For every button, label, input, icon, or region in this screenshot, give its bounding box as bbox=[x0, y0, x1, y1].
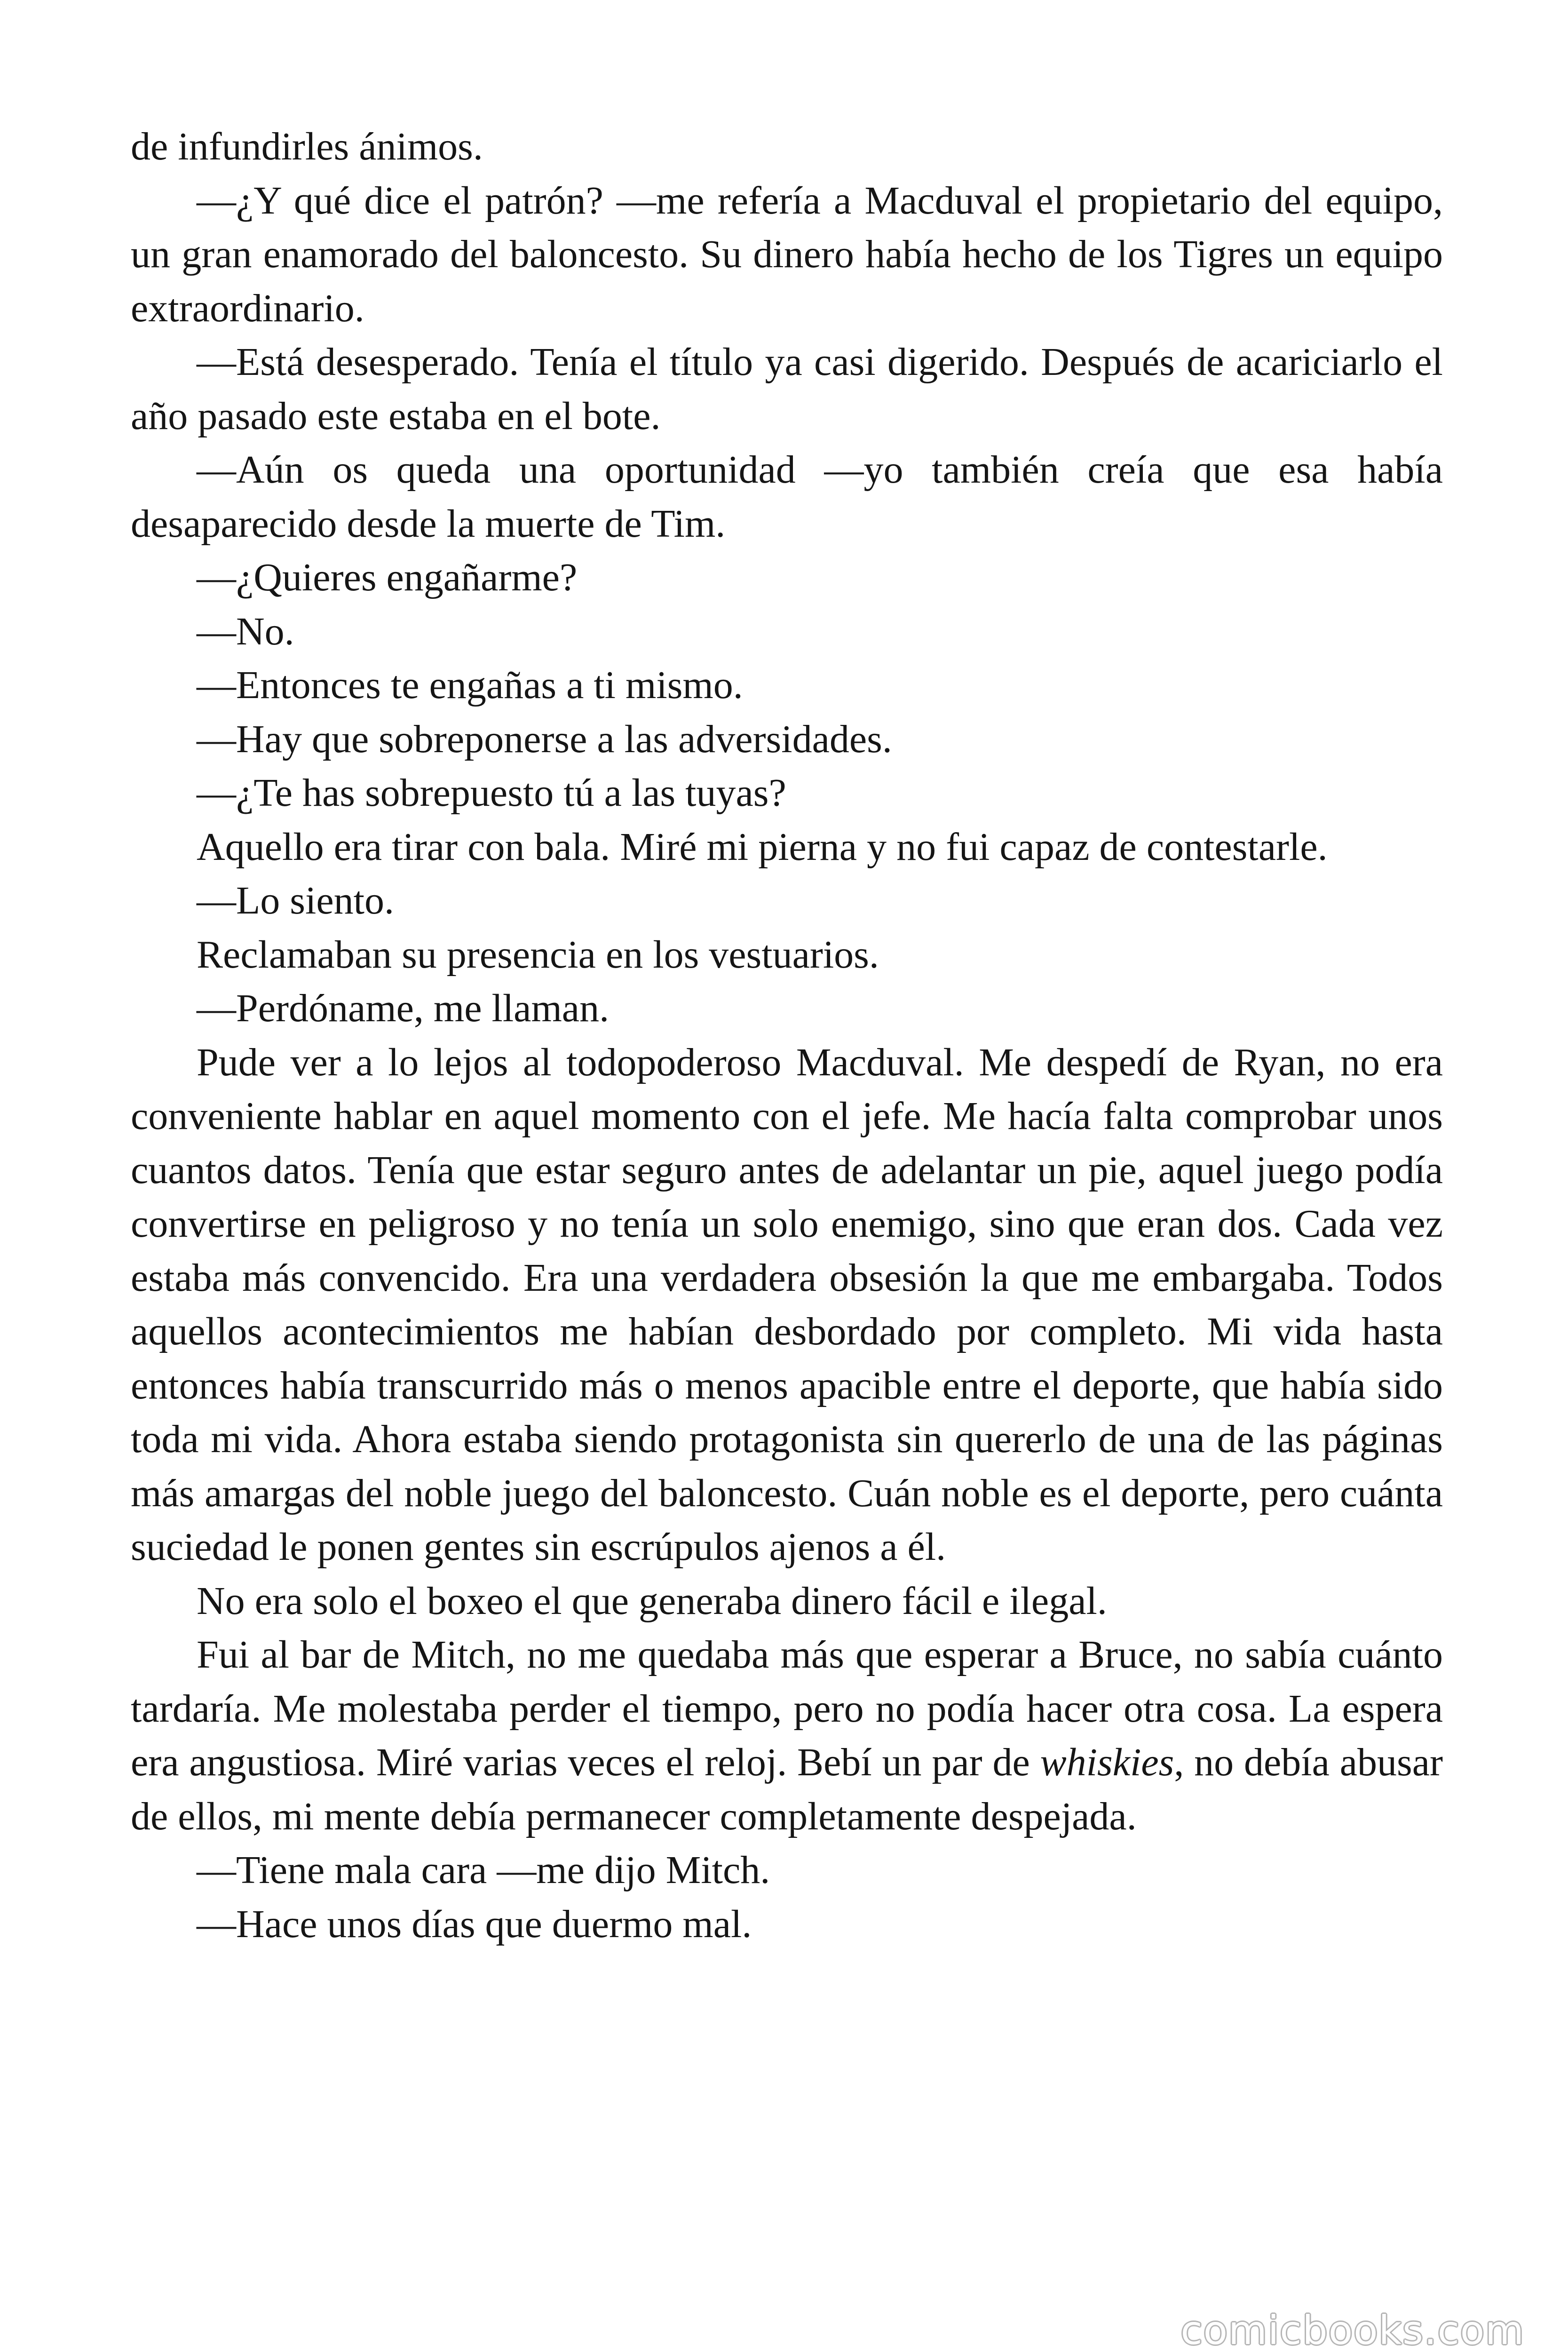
paragraph: —Tiene mala cara —me dijo Mitch. bbox=[197, 1848, 770, 1892]
paragraph: —¿Te has sobrepuesto tú a las tuyas? bbox=[197, 771, 786, 815]
italic-word: whiskies bbox=[1040, 1740, 1174, 1784]
paragraph-text: , no debía abusar de ellos, mi mente debía permanecer completamente despejada. bbox=[131, 1740, 1443, 1838]
paragraph: —No. bbox=[197, 609, 294, 653]
watermark: comicbooks.com bbox=[1180, 2307, 1525, 2352]
paragraph: —Está desesperado. Tenía el título ya casi digerido. Después de acariciarlo el año pasado este estaba en el bote. bbox=[131, 340, 1443, 438]
paragraph bbox=[131, 1628, 1443, 1843]
paragraph: No era solo el boxeo el que generaba dinero fácil e ilegal. bbox=[197, 1579, 1107, 1623]
paragraph: —Hace unos días que duermo mal. bbox=[197, 1902, 752, 1946]
paragraph: —¿Y qué dice el patrón? —me refería a Macduval el propietario del equipo, un gran enamorado del baloncesto. Su dinero había hecho de los Tigres un equipo extraordinario. bbox=[131, 178, 1443, 330]
paragraph: —Entonces te engañas a ti mismo. bbox=[197, 663, 743, 707]
paragraph-text: Fui al bar de Mitch, no me quedaba más que esperar a Bruce, no sabía cuánto tardaría. Me molestaba perder el tiempo, pero no podía hacer otra cosa. La espera era angustiosa. Miré varias veces el reloj. Bebí un par de bbox=[131, 1633, 1443, 1784]
paragraph: —Lo siento. bbox=[197, 879, 394, 922]
paragraph: —Hay que sobreponerse a las adversidades. bbox=[197, 717, 892, 761]
paragraph: Aquello era tirar con bala. Miré mi pierna y no fui capaz de contestarle. bbox=[197, 825, 1328, 869]
paragraph: —¿Quieres engañarme? bbox=[197, 556, 578, 599]
paragraph: —Aún os queda una oportunidad —yo también creía que esa había desaparecido desde la muerte de Tim. bbox=[131, 448, 1443, 546]
paragraph: —Perdóname, me llaman. bbox=[197, 986, 610, 1030]
paragraph: de infundirles ánimos. bbox=[131, 125, 483, 168]
paragraph: Reclamaban su presencia en los vestuarios. bbox=[197, 932, 879, 977]
page-body bbox=[131, 120, 1443, 1951]
paragraph: Pude ver a lo lejos al todopoderoso Macduval. Me despedí de Ryan, no era conveniente hablar en aquel momento con el jefe. Me hacía falta comprobar unos cuantos datos. Tenía que estar seguro antes de adelantar un pie, aquel juego podía convertirse en peligroso y no tenía un solo enemigo, sino que eran dos. Cada vez estaba más convencido. Era una verdadera obsesión la que me embargaba. Todos aquellos acontecimientos me habían desbordado por completo. Mi vida hasta entonces había transcurrido más o menos apacible entre el deporte, que había sido toda mi vida. Ahora estaba siendo protagonista sin quererlo de una de las páginas más amargas del noble juego del baloncesto. Cuán noble es el deporte, pero cuánta suciedad le ponen gentes sin escrúpulos ajenos a él. bbox=[131, 1040, 1443, 1569]
